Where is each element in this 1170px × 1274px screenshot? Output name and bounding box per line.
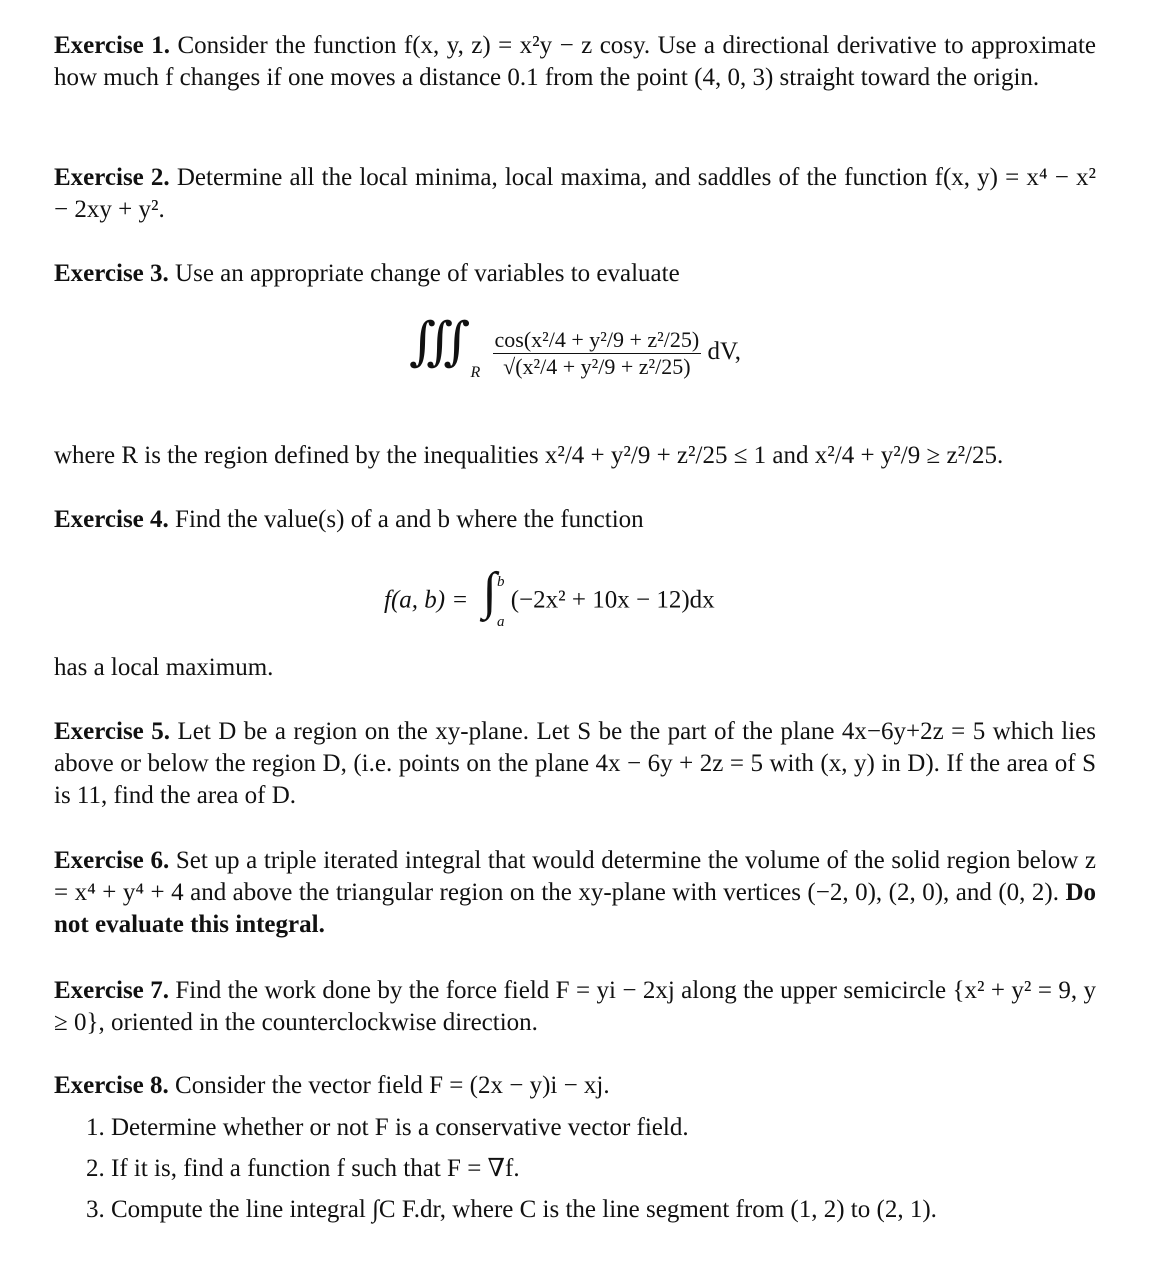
exercise-4-formula — [384, 562, 715, 642]
exercise-6-label: Exercise 6. — [54, 847, 170, 874]
integrand-numerator: cos(x²/4 + y²/9 + z²/25) — [494, 326, 700, 352]
exercise-6-bold-tail: Do not evaluate this integral. — [54, 879, 1096, 938]
upper-limit: b — [496, 574, 505, 590]
exercise-2-text: Determine all the local minima, local maxima, and saddles of the function f(x, y) = x⁴ − x² − 2xy + y². — [54, 164, 1096, 223]
exercise-7-label: Exercise 7. — [54, 977, 169, 1004]
exercise-6 — [54, 845, 1096, 941]
exercise-8 — [54, 1070, 1096, 1102]
exercise-6-text: Set up a triple iterated integral that would determine the volume of the solid region below z = x⁴ + y⁴ + 4 and above the triangular region on the xy-plane with vertices (−2, 0), (2, 0), and (0, 2). — [54, 847, 1097, 906]
exercise-8-text: Consider the vector field F = (2x − y)i − xj. — [175, 1072, 610, 1099]
exercise-3 — [54, 258, 1096, 290]
exercise-4 — [54, 504, 1096, 536]
triple-integral-sign: ∭ — [409, 314, 471, 371]
function-lhs: f(a, b) = — [384, 586, 469, 614]
exercise-2 — [54, 162, 1096, 226]
exercise-1 — [54, 30, 1096, 94]
exercise-3-integral — [409, 314, 742, 382]
list-item: 1. Determine whether or not F is a conservative vector field. — [86, 1114, 689, 1141]
exercise-4-after: has a local maximum. — [54, 654, 274, 681]
exercise-7-text: Find the work done by the force field F = yi − 2xj along the upper semicircle {x² + y² = 9, y ≥ 0}, oriented in the counterclockwise direction. — [54, 977, 1096, 1036]
integral-region: R — [470, 364, 481, 381]
lower-limit: a — [496, 614, 505, 630]
exercise-5-label: Exercise 5. — [54, 718, 171, 745]
exercise-1-label: Exercise 1. — [54, 32, 170, 59]
exercise-7 — [54, 975, 1096, 1039]
exercise-5-text: Let D be a region on the xy-plane. Let S be the part of the plane 4x−6y+2z = 5 which lies above or below the region D, (i.e. points on the plane 4x − 6y + 2z = 5 with (x, y) in D). If the area of S is 11, find the area of D. — [54, 718, 1097, 809]
integral-limits — [497, 562, 505, 642]
list-item: 2. If it is, find a function f such that F = ∇f. — [86, 1155, 520, 1182]
exercise-4-label: Exercise 4. — [54, 506, 169, 533]
definite-integrand: (−2x² + 10x − 12)dx — [510, 586, 715, 614]
list-item: 3. Compute the line integral ∫C F.dr, where C is the line segment from (1, 2) to (2, 1). — [86, 1196, 937, 1223]
exercise-3-where: where R is the region defined by the inequalities x²/4 + y²/9 + z²/25 ≤ 1 and x²/4 + y²/9 ≥ z²/25. — [54, 442, 1004, 469]
exercise-3-label: Exercise 3. — [54, 260, 169, 287]
exercise-5 — [54, 716, 1096, 812]
exercise-4-text: Find the value(s) of a and b where the function — [175, 506, 644, 533]
definite-integral-sign: ∫ — [482, 562, 497, 620]
exercise-1-text: Consider the function f(x, y, z) = x²y − z cosy. Use a directional derivative to approximate how much f changes if one moves a distance 0.1 from the point (4, 0, 3) straight toward the origin. — [54, 32, 1097, 91]
integrand-fraction — [493, 327, 702, 380]
exercise-3-text: Use an appropriate change of variables to evaluate — [175, 260, 680, 287]
integrand-denominator: √(x²/4 + y²/9 + z²/25) — [503, 353, 691, 379]
integral-differential: dV, — [707, 338, 742, 365]
exercise-2-label: Exercise 2. — [54, 164, 170, 191]
exercise-8-label: Exercise 8. — [54, 1072, 169, 1099]
